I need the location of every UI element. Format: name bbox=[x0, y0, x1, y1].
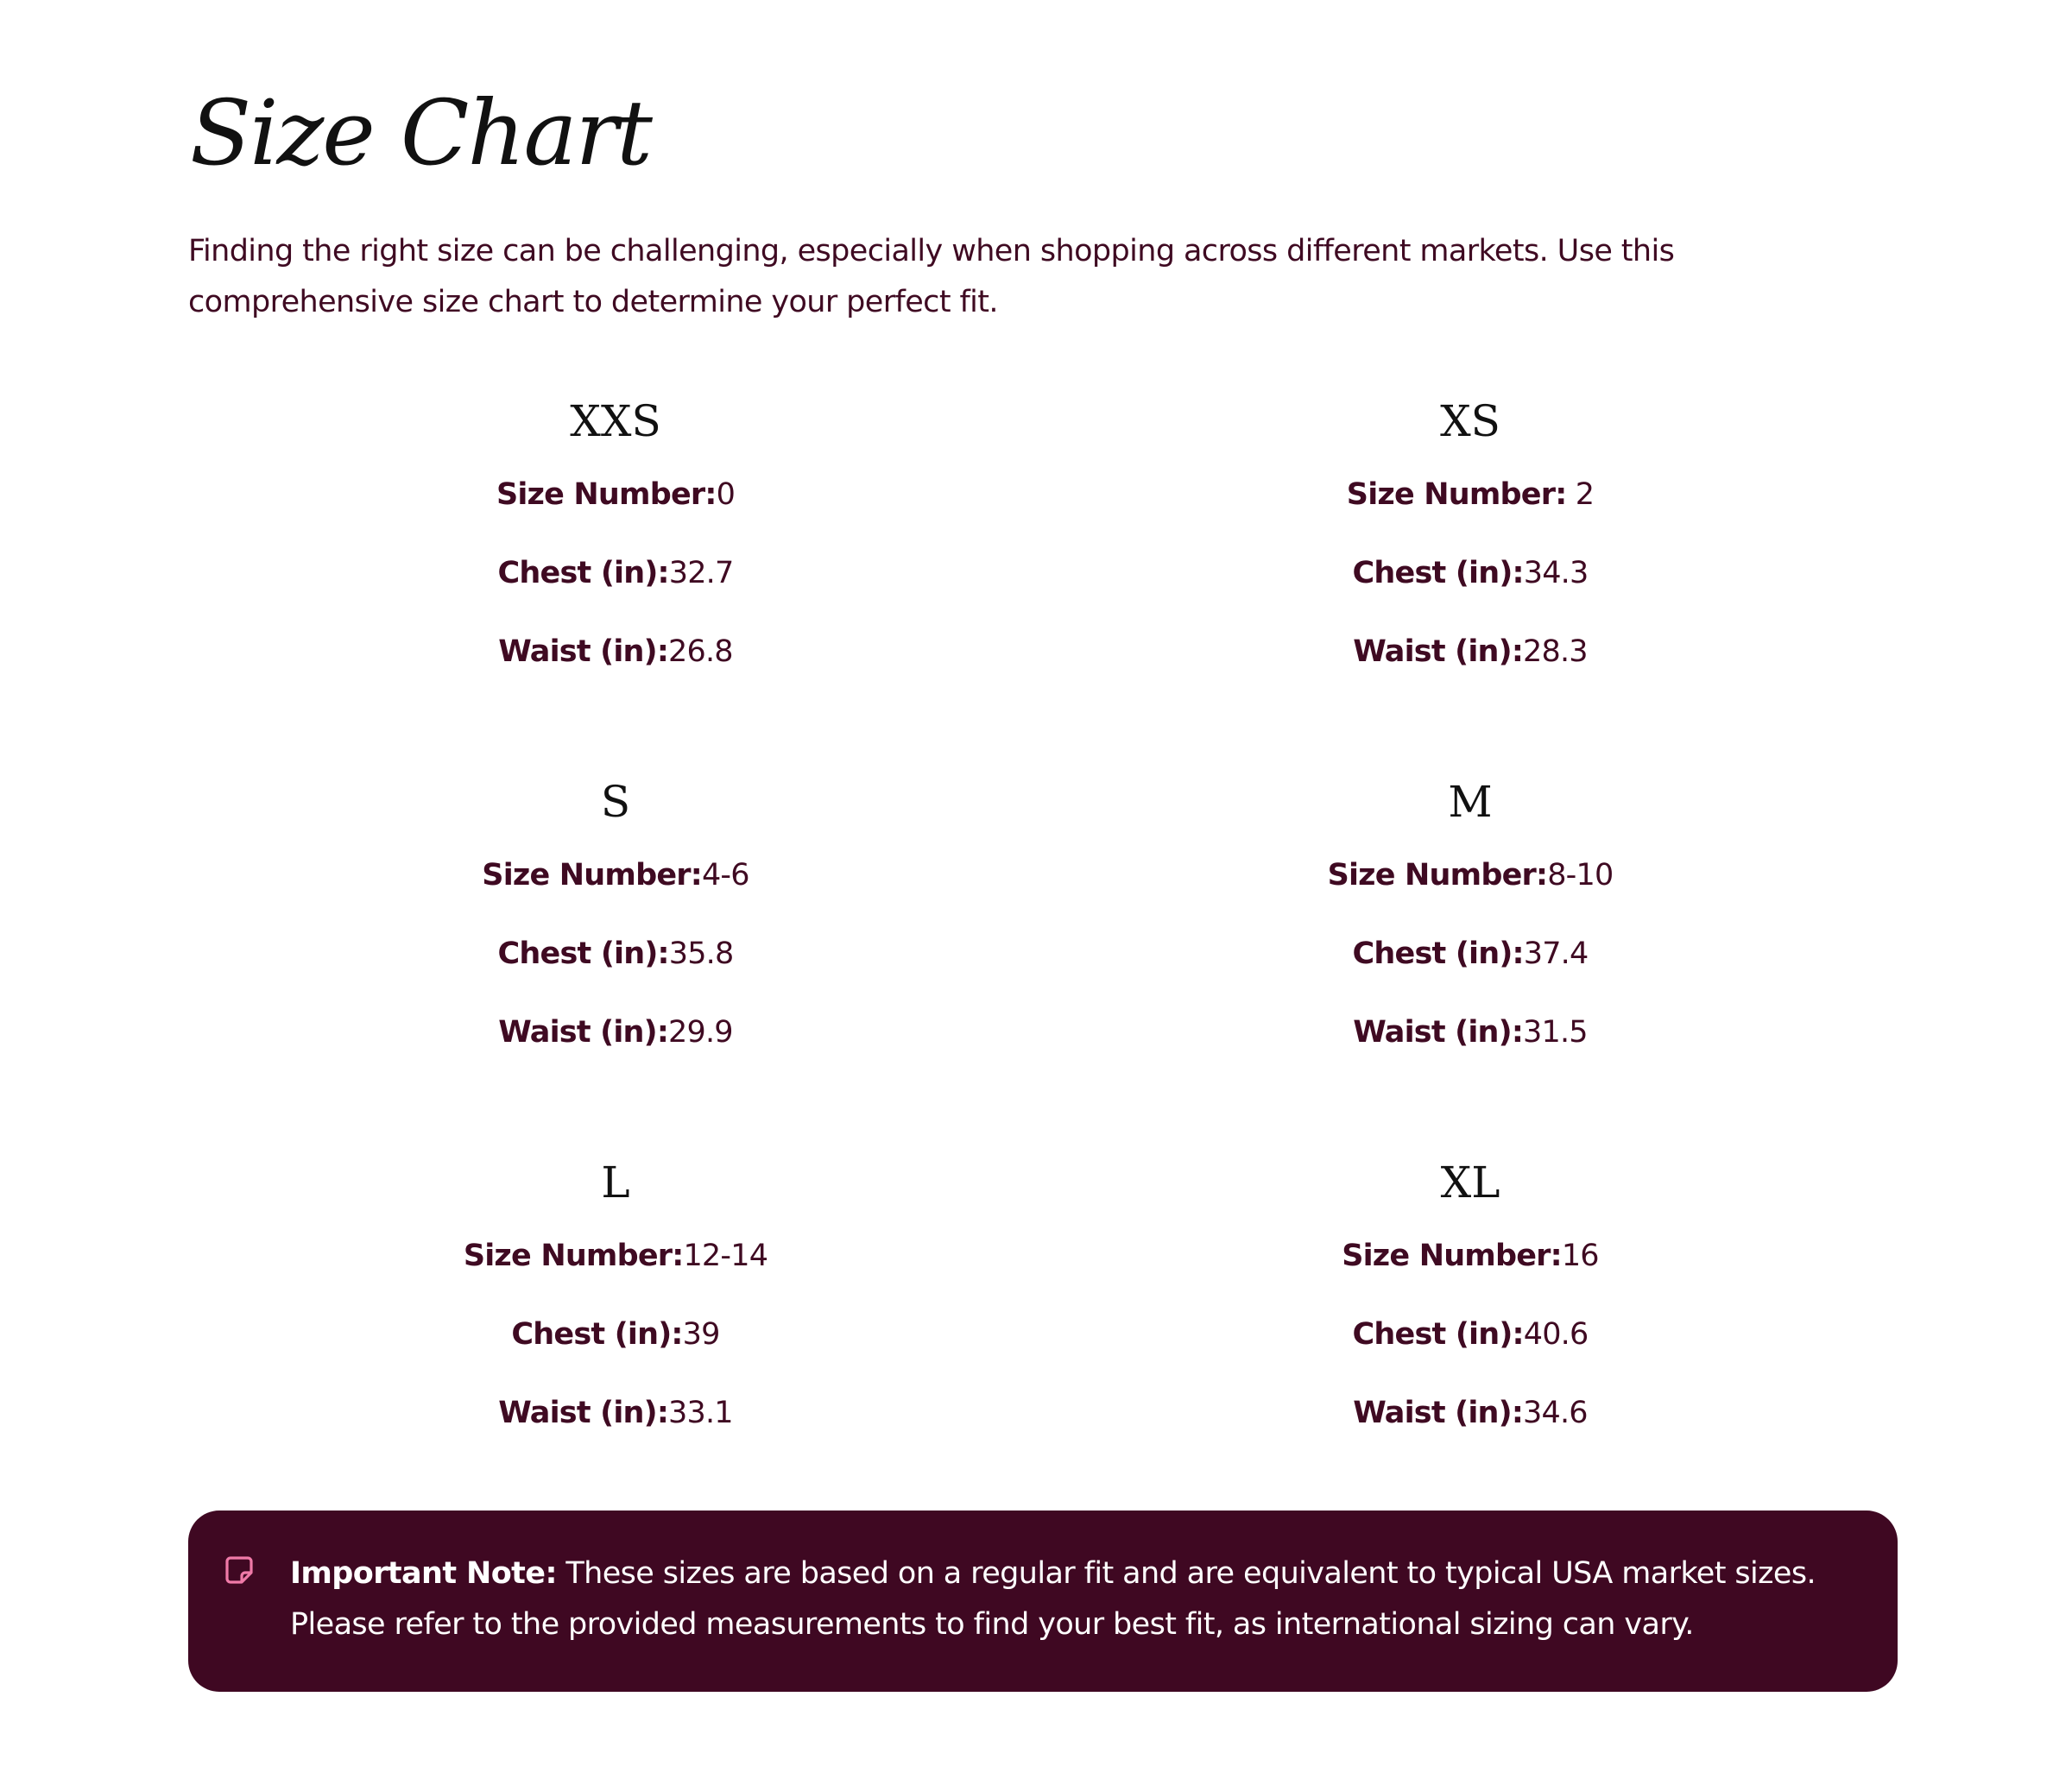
row-key: Size Number: bbox=[496, 477, 717, 512]
size-label: XS bbox=[1440, 396, 1500, 446]
size-label: XXS bbox=[570, 396, 661, 446]
waist-row bbox=[188, 613, 1043, 691]
row-key: Waist (in): bbox=[498, 1396, 669, 1430]
row-value: 35.8 bbox=[668, 937, 734, 971]
waist-row bbox=[1043, 1374, 1898, 1453]
row-key: Size Number: bbox=[463, 1239, 684, 1273]
chest-row bbox=[188, 534, 1043, 613]
row-value: 28.3 bbox=[1523, 634, 1588, 669]
size-number-row bbox=[188, 836, 1043, 915]
row-key: Size Number: bbox=[482, 858, 702, 892]
size-card-xs bbox=[1043, 387, 1898, 767]
size-label: L bbox=[601, 1157, 630, 1208]
row-value: 29.9 bbox=[668, 1015, 733, 1050]
row-value: 0 bbox=[716, 477, 736, 512]
waist-row bbox=[188, 993, 1043, 1072]
row-key: Chest (in): bbox=[511, 1317, 683, 1352]
row-key: Size Number: bbox=[1346, 477, 1567, 512]
row-value: 32.7 bbox=[668, 556, 734, 590]
note-icon bbox=[224, 1555, 254, 1585]
row-key: Chest (in): bbox=[1352, 1317, 1524, 1352]
chest-row bbox=[1043, 1296, 1898, 1374]
important-note-box bbox=[188, 1511, 1898, 1692]
chest-row bbox=[1043, 915, 1898, 993]
size-label: XL bbox=[1440, 1157, 1500, 1208]
size-number-row bbox=[188, 1217, 1043, 1296]
row-value: 40.6 bbox=[1523, 1317, 1589, 1352]
row-key: Chest (in): bbox=[497, 937, 669, 971]
row-key: Chest (in): bbox=[1352, 556, 1524, 590]
size-number-row bbox=[1043, 456, 1898, 534]
size-number-row bbox=[1043, 836, 1898, 915]
chest-row bbox=[188, 915, 1043, 993]
row-key: Waist (in): bbox=[498, 1015, 669, 1050]
row-value: 34.6 bbox=[1523, 1396, 1588, 1430]
row-value: 31.5 bbox=[1523, 1015, 1588, 1050]
waist-row bbox=[1043, 993, 1898, 1072]
note-text bbox=[290, 1548, 1870, 1650]
size-label: S bbox=[600, 777, 631, 827]
page-title: Size Chart bbox=[190, 80, 651, 186]
row-value: 4-6 bbox=[701, 858, 749, 892]
size-label: M bbox=[1448, 777, 1493, 827]
chest-row bbox=[1043, 534, 1898, 613]
row-key: Chest (in): bbox=[497, 556, 669, 590]
chest-row bbox=[188, 1296, 1043, 1374]
size-number-row bbox=[1043, 1217, 1898, 1296]
row-value: 39 bbox=[682, 1317, 720, 1352]
row-key: Size Number: bbox=[1327, 858, 1548, 892]
row-key: Waist (in): bbox=[498, 634, 669, 669]
intro-paragraph: Finding the right size can be challenging, especially when shopping across different markets. Use this comprehensive size chart to determine your perfect fit. bbox=[188, 234, 1675, 319]
row-value: 16 bbox=[1561, 1239, 1599, 1273]
row-value: 34.3 bbox=[1523, 556, 1589, 590]
size-card-s bbox=[188, 767, 1043, 1148]
size-number-row bbox=[188, 456, 1043, 534]
row-value: 37.4 bbox=[1523, 937, 1589, 971]
row-value: 8-10 bbox=[1547, 858, 1614, 892]
row-key: Waist (in): bbox=[1353, 1396, 1524, 1430]
row-key: Chest (in): bbox=[1352, 937, 1524, 971]
size-card-xl bbox=[1043, 1148, 1898, 1529]
note-body: These sizes are based on a regular fit and are equivalent to typical USA market sizes. Please refer to the provided measurements to find your best fit, as international sizing can vary. bbox=[290, 1556, 1816, 1642]
size-card-xxs bbox=[188, 387, 1043, 767]
waist-row bbox=[1043, 613, 1898, 691]
row-value: 26.8 bbox=[668, 634, 733, 669]
size-card-l bbox=[188, 1148, 1043, 1529]
row-key: Size Number: bbox=[1342, 1239, 1562, 1273]
note-lead: Important Note: bbox=[290, 1556, 557, 1591]
waist-row bbox=[188, 1374, 1043, 1453]
size-grid bbox=[188, 387, 1898, 1529]
row-value: 33.1 bbox=[668, 1396, 733, 1430]
row-value: 12-14 bbox=[683, 1239, 768, 1273]
row-key: Waist (in): bbox=[1353, 634, 1524, 669]
size-card-m bbox=[1043, 767, 1898, 1148]
row-value: 2 bbox=[1566, 477, 1595, 512]
row-key: Waist (in): bbox=[1353, 1015, 1524, 1050]
